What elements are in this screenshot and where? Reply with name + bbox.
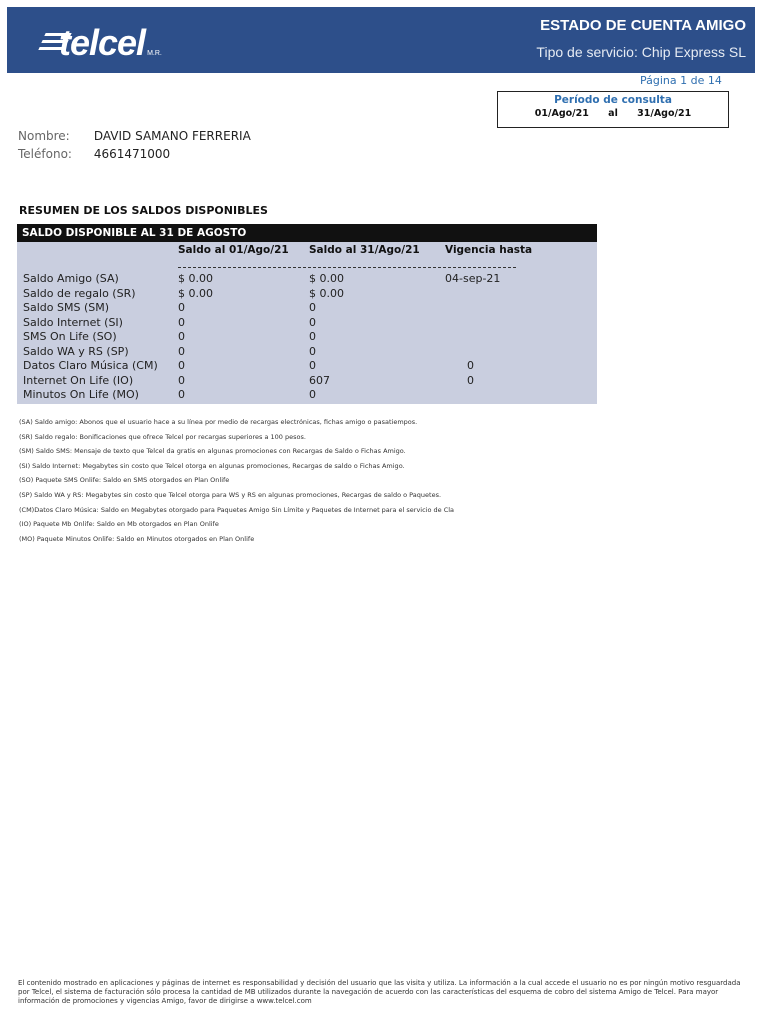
column-header: Vigencia hasta (445, 244, 533, 256)
row-value-end: $ 0.00 (309, 272, 344, 285)
table-row (17, 330, 597, 344)
period-label: Período de consulta (554, 94, 672, 106)
row-value-end: 0 (309, 301, 316, 314)
table-row (17, 345, 597, 359)
row-value-end: 0 (309, 330, 316, 343)
document-title: ESTADO DE CUENTA AMIGO (540, 17, 746, 34)
header-divider (178, 267, 516, 268)
row-value-start: $ 0.00 (178, 286, 213, 300)
telcel-logo (37, 22, 162, 63)
row-value-start: 0 (178, 359, 185, 372)
period-box (497, 91, 729, 128)
name-label: Nombre: (18, 129, 70, 143)
row-validity: 0 (467, 373, 474, 387)
balance-table (17, 242, 597, 404)
table-row (17, 359, 597, 373)
glossary-note: (SR) Saldo regalo: Bonificaciones que ofrece Telcel por recargas superiores a 100 pesos. (19, 432, 306, 441)
glossary-note: (SI) Saldo Internet: Megabytes sin costo que Telcel otorga en algunas promociones, Recargas de saldo o Fichas Amigo. (19, 461, 405, 470)
client-phone-row (18, 147, 170, 161)
row-value-start: 0 (178, 315, 185, 329)
row-label: Saldo de regalo (SR) (23, 286, 136, 300)
row-value-start: 0 (178, 373, 185, 387)
row-validity: 0 (467, 359, 474, 372)
row-label: Saldo WA y RS (SP) (23, 344, 129, 358)
glossary-note: (SA) Saldo amigo: Abonos que el usuario hace a su línea por medio de recargas electrónicas, fichas amigo o pasatiempos. (19, 418, 418, 426)
column-header: Saldo al 31/Ago/21 (309, 244, 420, 256)
row-value-start: 0 (178, 344, 185, 358)
row-value-end: 0 (309, 359, 316, 372)
page-number: Página 1 de 14 (640, 74, 722, 87)
summary-title: RESUMEN DE LOS SALDOS DISPONIBLES (19, 204, 268, 217)
row-value-end: 0 (309, 344, 316, 358)
glossary-note: (IO) Paquete Mb Onlife: Saldo en Mb otorgados en Plan Onlife (19, 520, 219, 529)
row-label: Minutos On Life (MO) (23, 388, 139, 401)
row-label: Datos Claro Música (CM) (23, 359, 158, 372)
glossary-note: (CM)Datos Claro Música: Saldo en Megabytes otorgado para Paquetes Amigo Sin Límite y Paquetes de Internet para el servicio de Cla (19, 505, 455, 514)
row-value-start: $ 0.00 (178, 272, 213, 285)
table-row (17, 287, 597, 301)
row-value-start: 0 (178, 388, 185, 401)
balance-table-header: SALDO DISPONIBLE AL 31 DE AGOSTO (17, 224, 597, 242)
row-value-start: 0 (178, 301, 185, 314)
client-name-row (18, 129, 251, 143)
table-row (17, 316, 597, 330)
row-label: Saldo Amigo (SA) (23, 272, 119, 285)
service-type: Tipo de servicio: Chip Express SL (536, 44, 746, 60)
glossary-note: (SO) Paquete SMS Onlife: Saldo en SMS otorgados en Plan Onlife (19, 476, 230, 485)
table-row (17, 301, 597, 315)
row-label: Internet On Life (IO) (23, 373, 134, 387)
row-value-start: 0 (178, 330, 185, 343)
brand-mark: M.R. (147, 50, 162, 57)
period-dates (498, 108, 728, 119)
period-to: 31/Ago/21 (637, 108, 692, 119)
row-label: Saldo Internet (SI) (23, 315, 123, 329)
glossary-note: (SM) Saldo SMS: Mensaje de texto que Telcel da gratis en algunas promociones con Recargas de Saldo o Fichas Amigo. (19, 447, 406, 456)
glossary-note: (SP) Saldo WA y RS: Megabytes sin costo que Telcel otorga para WS y RS en algunas promociones, Recargas de saldo o Paquetes. (19, 490, 442, 499)
glossary-notes (19, 417, 579, 548)
brand-name: telcel (59, 22, 146, 63)
row-value-end: 0 (309, 388, 316, 401)
table-row (17, 272, 597, 286)
phone-label: Teléfono: (18, 147, 72, 161)
header-banner (7, 7, 755, 73)
table-row (17, 388, 597, 402)
glossary-note: (MO) Paquete Minutos Onlife: Saldo en Minutos otorgados en Plan Onlife (19, 534, 255, 543)
period-connector: al (608, 108, 618, 119)
legal-footer: El contenido mostrado en aplicaciones y páginas de internet es responsabilidad y decisión del usuario que las visita y utiliza. La información a la cual accede el usuario no es por ningún motivo resguardada por Telcel, el sistema de facturación sólo procesa la cantidad de MB utilizados durante la navegación de acuerdo con las características del esquema de cobro del sistema Amigo de Telcel. Para mayor información de promociones y vigencias Amigo, favor de dirigirse a www.telcel.com (18, 979, 741, 1005)
row-value-end: 0 (309, 315, 316, 329)
row-label: Saldo SMS (SM) (23, 301, 109, 314)
column-header: Saldo al 01/Ago/21 (178, 244, 289, 256)
name-value: DAVID SAMANO FERRERIA (93, 129, 251, 143)
row-label: SMS On Life (SO) (23, 330, 117, 343)
table-row (17, 374, 597, 388)
row-value-end: $ 0.00 (309, 286, 344, 300)
period-from: 01/Ago/21 (534, 108, 589, 119)
phone-value: 4661471000 (93, 147, 171, 161)
row-value-end: 607 (309, 373, 330, 387)
row-validity: 04-sep-21 (445, 272, 501, 285)
